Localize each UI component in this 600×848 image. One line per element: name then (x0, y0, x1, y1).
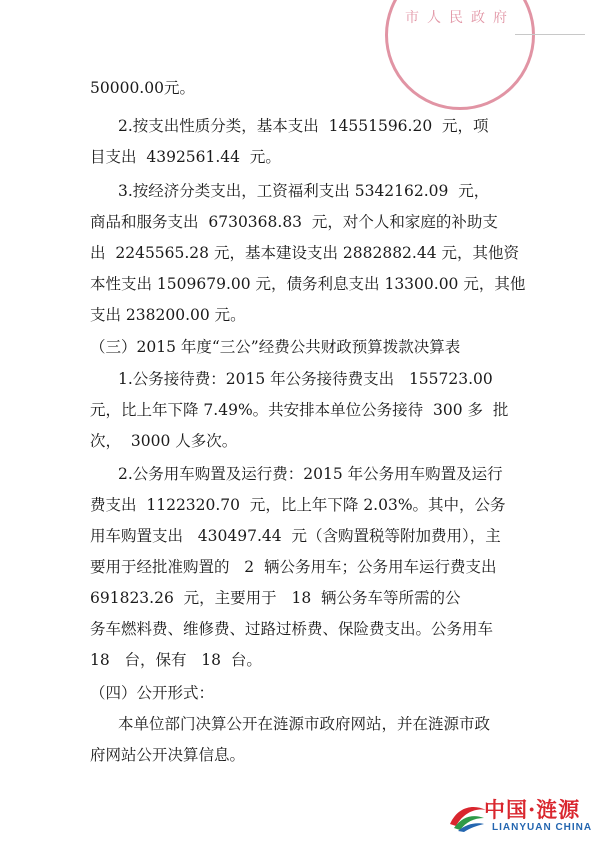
text-line: 本单位部门决算公开在涟源市政府网站，并在涟源市政 (118, 715, 491, 733)
site-logo (448, 794, 593, 840)
text-line: 府网站公开决算信息。 (90, 746, 246, 764)
text-line: 18 台，保有 18 台。 (90, 651, 262, 669)
text-line: 务车燃料费、维修费、过路过桥费、保险费支出。公务用车 (90, 620, 494, 638)
text-line: 支出 238200.00 元。 (90, 306, 246, 324)
text-line: 商品和服务支出 6730368.83 元，对个人和家庭的补助支 (90, 213, 498, 231)
section-heading: （三）2015 年度“三公”经费公共财政预算拨款决算表 (90, 338, 461, 356)
text-line: 元，比上年下降 7.49%。共安排本单位公务接待 300 多 批 (90, 401, 509, 419)
text-line: 2.按支出性质分类，基本支出 14551596.20 元，项 (118, 117, 489, 135)
scan-corner-mark (515, 34, 585, 35)
text-line: 1.公务接待费：2015 年公务接待费支出 155723.00 (118, 370, 493, 388)
section-heading: （四）公开形式： (90, 684, 215, 702)
text-line: 出 2245565.28 元，基本建设支出 2882882.44 元，其他资 (90, 244, 519, 262)
logo-name: 中国·涟源 (484, 797, 581, 822)
text-line: 目支出 4392561.44 元。 (90, 148, 281, 166)
text-line: 用车购置支出 430497.44 元（含购置税等附加费用），主 (90, 527, 501, 545)
text-line: 本性支出 1509679.00 元，债务利息支出 13300.00 元，其他 (90, 275, 526, 293)
official-seal-stamp (385, 0, 535, 110)
text-line: 费支出 1122320.70 元，比上年下降 2.03%。其中，公务 (90, 496, 506, 514)
text-line: 691823.26 元，主要用于 18 辆公务车等所需的公 (90, 589, 461, 607)
text-line: 次， 3000 人多次。 (90, 432, 238, 450)
text-line: 50000.00元。 (90, 79, 195, 97)
text-line: 要用于经批准购置的 2 辆公务用车；公务用车运行费支出 (90, 558, 497, 576)
logo-swoosh-icon (448, 800, 488, 832)
seal-text: 市人民政府 (405, 10, 515, 26)
text-line: 2.公务用车购置及运行费：2015 年公务用车购置及运行 (118, 465, 503, 483)
logo-subtitle: LIANYUAN CHINA (492, 822, 593, 833)
text-line: 3.按经济分类支出，工资福利支出 5342162.09 元， (118, 182, 490, 200)
